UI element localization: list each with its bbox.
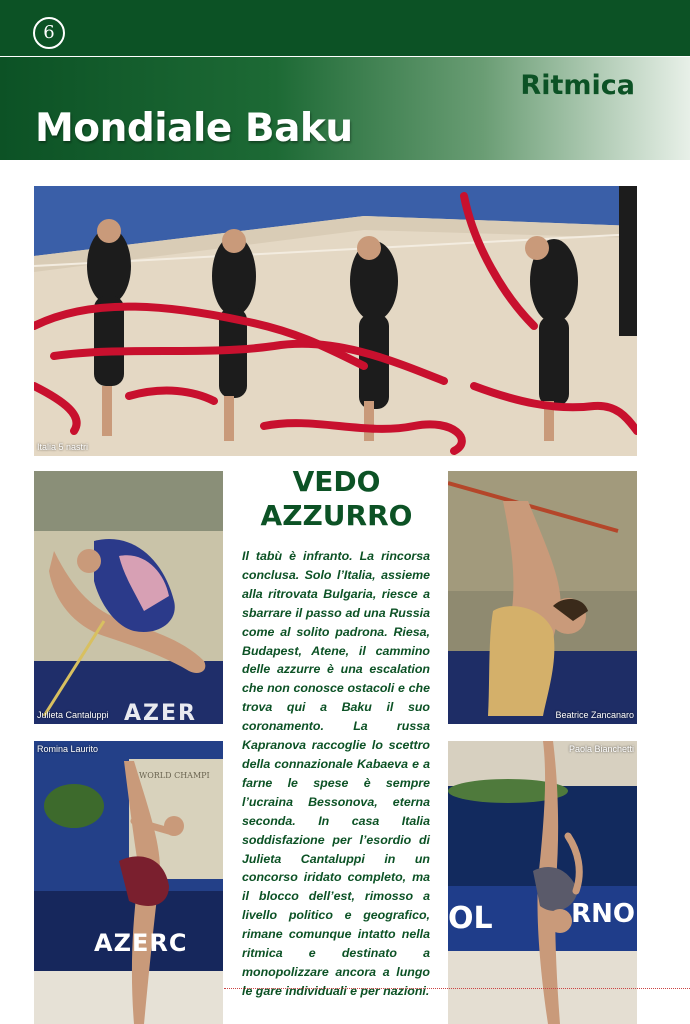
- cantaluppi-photo: [34, 471, 223, 724]
- top-bar: [0, 0, 690, 56]
- laurito-banner-text: AZERC: [94, 929, 188, 957]
- laurito-photo-image: [34, 741, 223, 1024]
- laurito-sign-text: WORLD CHAMPI: [139, 771, 210, 780]
- bianchetti-banner-right: RNO: [571, 899, 635, 929]
- zancanaro-photo-image: [448, 471, 637, 724]
- bianchetti-caption: Paola Bianchetti: [568, 744, 634, 754]
- zancanaro-photo: [448, 471, 637, 724]
- team-photo-image: [34, 186, 637, 456]
- headline-line-1: VEDO: [292, 465, 381, 498]
- laurito-caption: Romina Laurito: [37, 744, 99, 754]
- laurito-photo: [34, 741, 223, 1024]
- team-photo: [34, 186, 637, 456]
- zancanaro-caption: Beatrice Zancanaro: [555, 710, 634, 720]
- article-body: Il tabù è infranto. La rincorsa conclusa. Solo l’Italia, assieme alla ritrovata Bulgaria, riesce a sbarrare il passo ad una Russia come al solito padrona. Riesa, Budapest, Atene, il cammino delle azzurre è una escalation che non conosce ostacoli e che trova qui a Baku il suo coronamento. La russa Kapranova raccoglie lo scettro della connazionale Kabaeva e a farne le spese è sempre l’ucraina Bessonova, eterna seconda. In casa Italia soddisfazione per l’esordio di Julieta Cantaluppi in un concorso iridato completo, ma il blocco dell’est, rimosso a livello politico e geografico, rimane comunque intatto nella ritmica e destinato a monopolizzare ancora a lungo le gare individuali e per nazioni.: [242, 549, 430, 998]
- team-photo-caption: Italia 5 nastri: [37, 442, 89, 452]
- cantaluppi-banner-text: AZER: [124, 701, 197, 724]
- bianchetti-banner-left: OL: [448, 901, 493, 936]
- article-headline: [234, 465, 439, 533]
- bianchetti-photo-image: [448, 741, 637, 1024]
- cantaluppi-caption: Julieta Cantaluppi: [37, 710, 109, 720]
- bianchetti-photo: [448, 741, 637, 1024]
- section-label: Ritmica: [520, 70, 635, 101]
- headline-line-2: AZZURRO: [260, 499, 413, 532]
- page-title: Mondiale Baku: [35, 106, 353, 151]
- dotted-divider: [224, 988, 690, 989]
- page-number: 6: [33, 17, 65, 49]
- cantaluppi-photo-image: [34, 471, 223, 724]
